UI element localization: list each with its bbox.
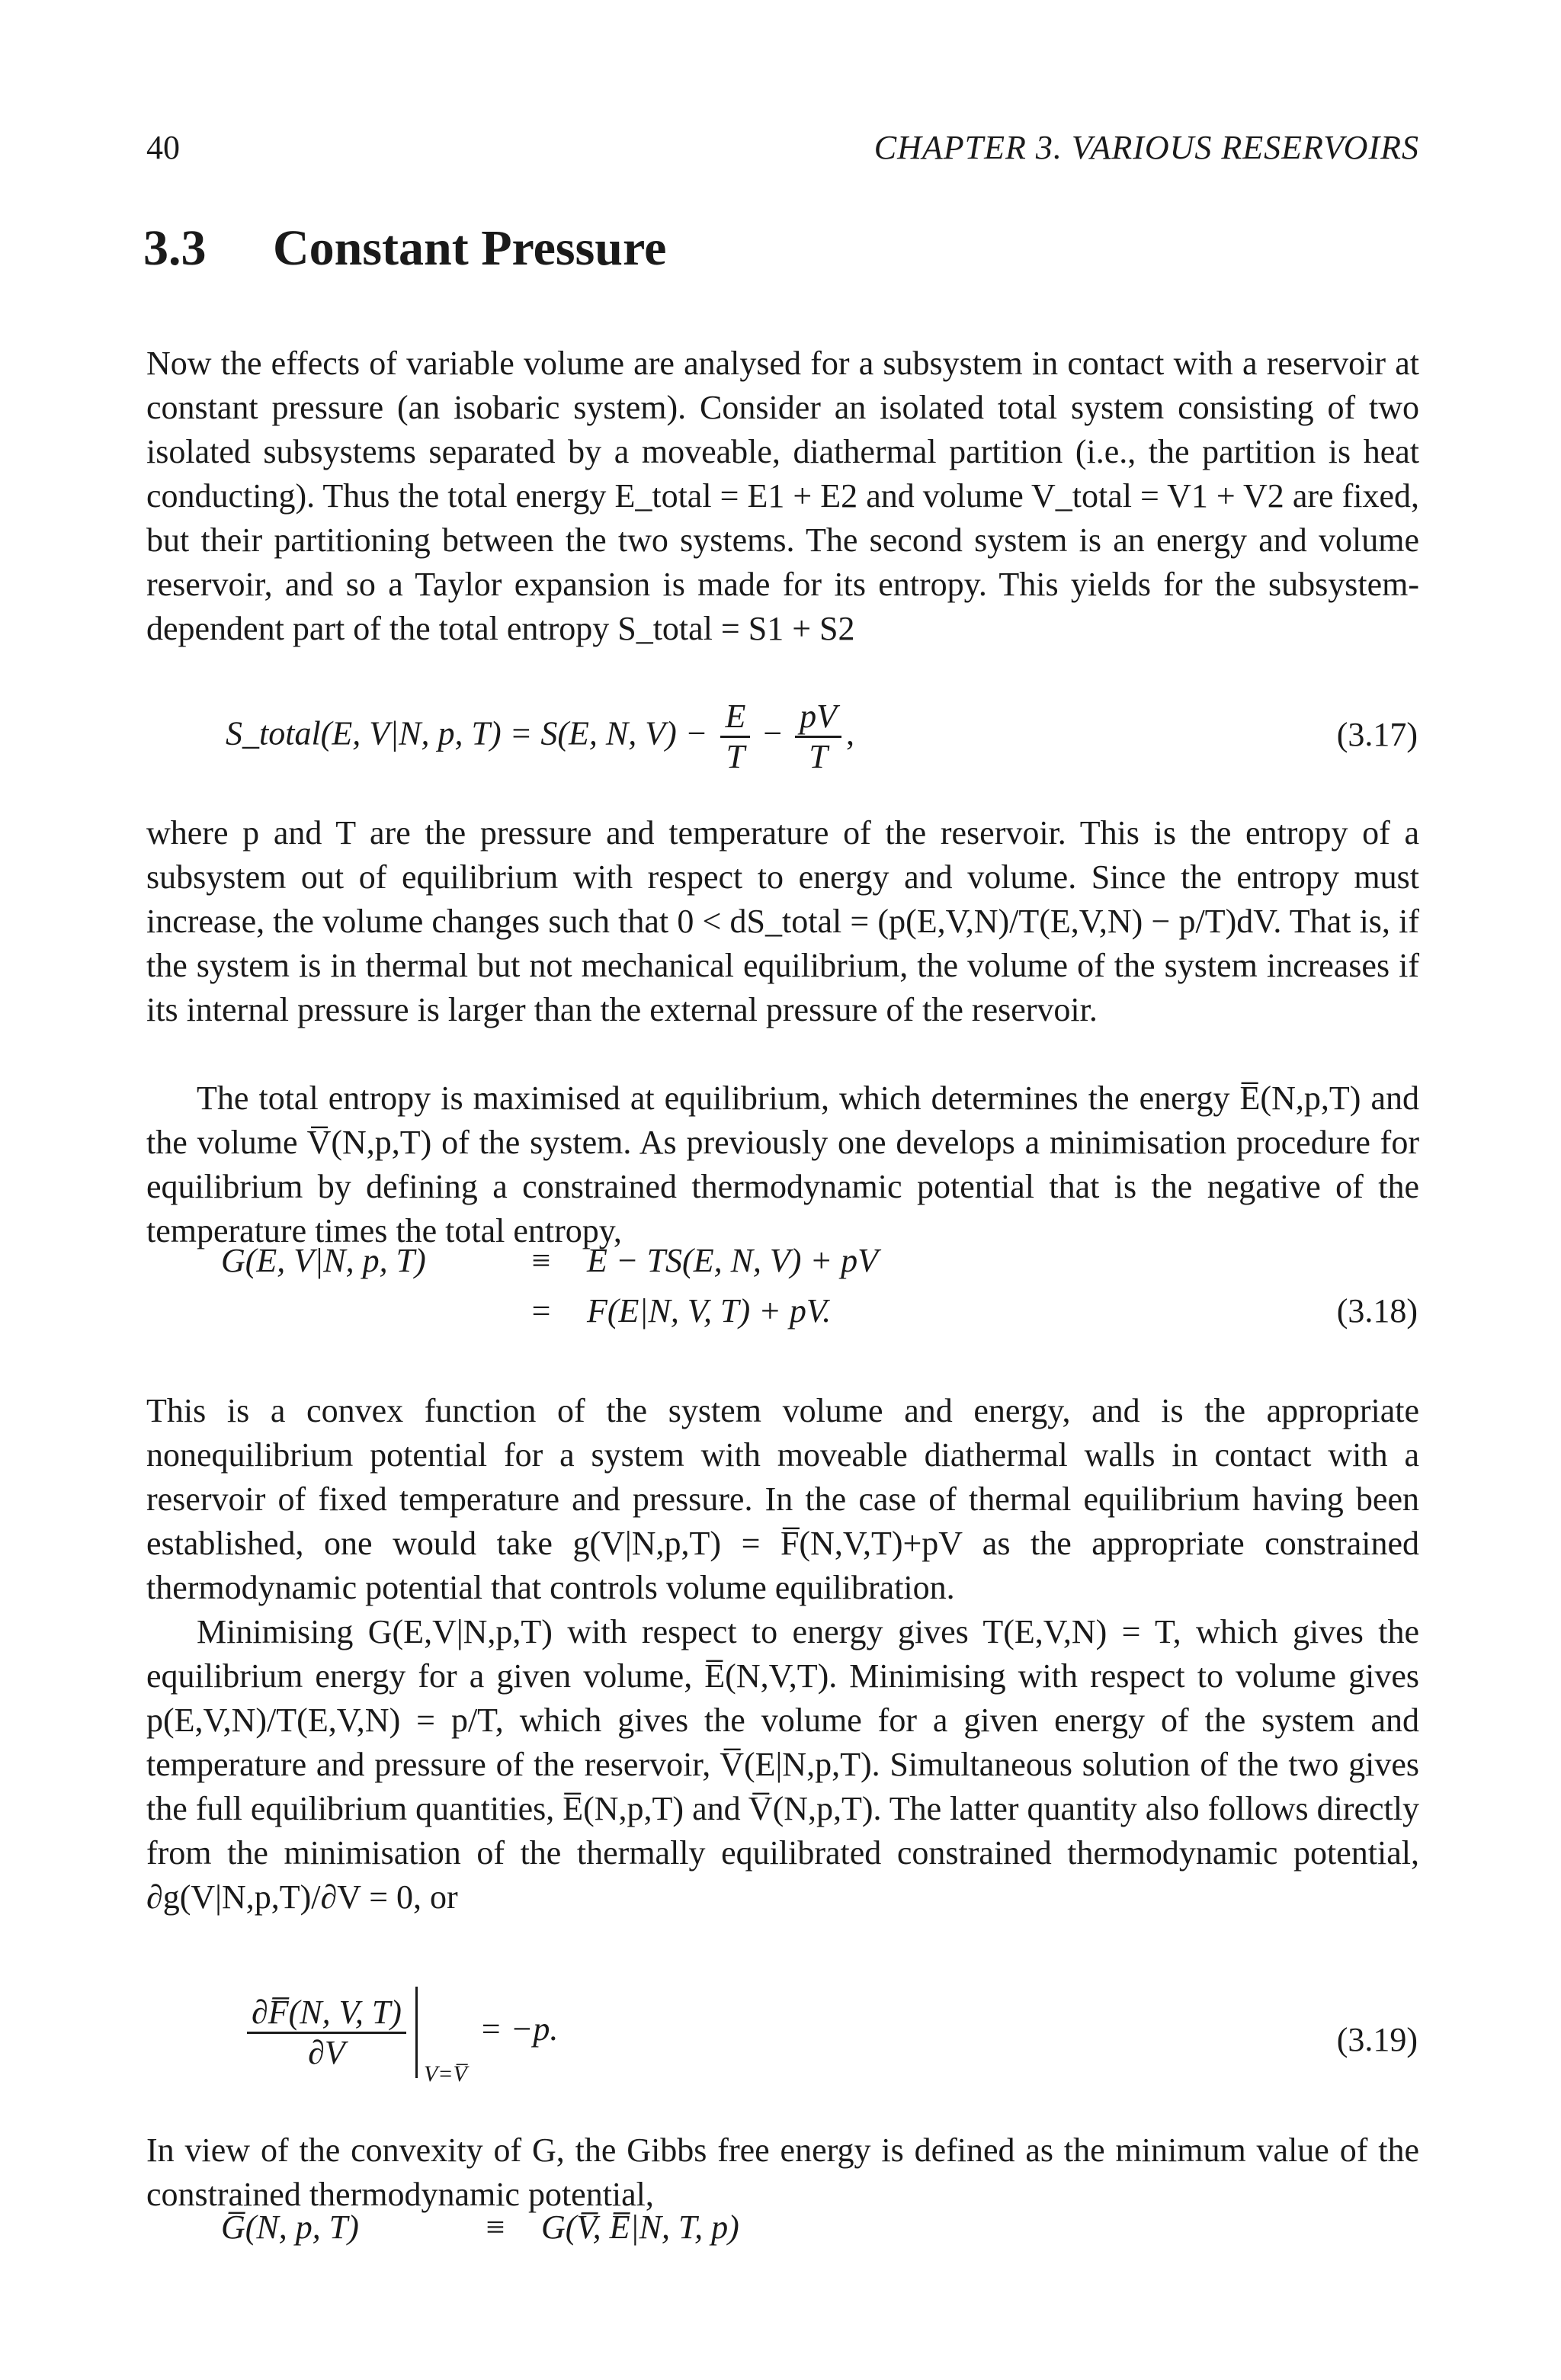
eq317-frac1-num: E — [720, 698, 750, 738]
equation-gibbs-definition — [221, 2208, 739, 2247]
gibbs-equiv: ≡ — [486, 2208, 505, 2246]
section-heading — [143, 220, 666, 277]
equation-3-19 — [242, 1987, 559, 2087]
section-number: 3.3 — [143, 220, 207, 276]
running-header — [146, 128, 1419, 177]
eq318-rhs-1: E − TS(E, N, V) + pV — [587, 1242, 879, 1279]
eq319-denominator: ∂V — [308, 2033, 345, 2071]
equation-number-3-17: (3.17) — [1336, 716, 1418, 753]
eq319-fraction — [247, 1993, 406, 2072]
eq317-frac2-den: T — [809, 738, 828, 775]
page-number: 40 — [146, 129, 180, 166]
eq319-rhs: = −p. — [479, 2010, 559, 2048]
eq319-numerator: ∂F̅(N, V, T) — [247, 1993, 406, 2034]
eq317-fraction-energy — [720, 698, 750, 776]
eq317-fraction-work — [795, 698, 841, 776]
paragraph-entropy: where p and T are the pressure and temperature of the reservoir. This is the entropy of a subsystem out of equilibrium with respect to energy and volume. Since the entropy must increase, the volume changes such that 0 < dS_total = (p(E,V,N)/T(E,V,N) − p/T)dV. That is, if the system is in thermal but not mechanical equilibrium, the volume of the system increases if its internal pressure is larger than the external pressure of the reservoir. — [146, 814, 1419, 1028]
equation-3-18-line-2 — [495, 1291, 831, 1330]
eq319-evaluation-point: V=V̅ — [423, 2061, 467, 2087]
gibbs-lhs: G̅(N, p, T) — [221, 2208, 359, 2246]
eq317-frac1-den: T — [726, 738, 745, 775]
equation-3-17: S_total(E, V|N, p, T) = S(E, N, V) − $\frac{E}{T}$ − $\frac{pV}{T}$ , — [226, 698, 855, 775]
paragraph-intro: Now the effects of variable volume are analysed for a subsystem in contact with a reservoir at constant pressure (an isobaric system). Consider an isolated total system consisting of two isolated subsystems separated by a moveable, diathermal partition (i.e., the partition is heat conducting). Thus the total energy E_total = E1 + E2 and volume V_total = V1 + V2 are fixed, but their partitioning between the two systems. The second system is an energy and volume reservoir, and so a Taylor expansion is made for its entropy. This yields for the subsystem-dependent part of the total entropy S_total = S1 + S2 — [146, 345, 1419, 647]
eq317-frac2-num: pV — [795, 698, 841, 738]
paragraph-minimising: Minimising G(E,V|N,p,T) with respect to energy gives T(E,V,N) = T, which gives the equilibrium energy for a given volume, E̅(N,V,T). Minimising with respect to volume gives p(E,V,N)/T(E,V,N) = p/T, which gives the volume for a given energy of the system and temperature and pressure of the reservoir, V̅(E|N,p,T). Simultaneous solution of the two gives the full equilibrium quantities, E̅(N,p,T) and V̅(N,p,T). The latter quantity also follows directly from the minimisation of the thermally equilibrated constrained thermodynamic potential, ∂g(V|N,p,T)/∂V = 0, or — [146, 1613, 1420, 1916]
equation-number-3-19: (3.19) — [1336, 2021, 1418, 2058]
eq318-lhs: G(E, V|N, p, T) — [221, 1242, 426, 1279]
running-title: CHAPTER 3. VARIOUS RESERVOIRS — [873, 129, 1419, 166]
section-title: Constant Pressure — [273, 220, 667, 276]
paragraph-maximisation: The total entropy is maximised at equilibrium, which determines the energy E̅(N,p,T) and the volume V̅(N,p,T) of the system. As previously one develops a minimisation procedure for equilibrium by defining a constrained thermodynamic potential that is the negative of the temperature times the total entropy, — [146, 1079, 1419, 1249]
equation-3-18-line-1 — [221, 1241, 878, 1280]
eq318-equals: = — [531, 1292, 551, 1330]
eq317-lhs: S_total(E, V|N, p, T) = S(E, N, V) − — [226, 714, 708, 752]
paragraph-convexity: This is a convex function of the system volume and energy, and is the appropriate nonequilibrium potential for a system with moveable diathermal walls in contact with a reservoir of fixed temperature and pressure. In the case of thermal equilibrium having been established, one would take g(V|N,p,T) = F̅(N,V,T)+pV as the appropriate constrained thermodynamic potential that controls volume equilibration. — [146, 1392, 1419, 1606]
equation-number-3-18: (3.18) — [1336, 1292, 1418, 1330]
eq318-equiv: ≡ — [531, 1242, 551, 1279]
eq319-evaluation-bar — [415, 1987, 471, 2087]
paragraph-gibbs: In view of the convexity of G, the Gibbs free energy is defined as the minimum value of the constrained thermodynamic potential, — [146, 2131, 1419, 2213]
eq318-rhs-2: F(E|N, V, T) + pV. — [587, 1292, 832, 1330]
gibbs-rhs: G(V̅, E̅|N, T, p) — [541, 2208, 739, 2246]
